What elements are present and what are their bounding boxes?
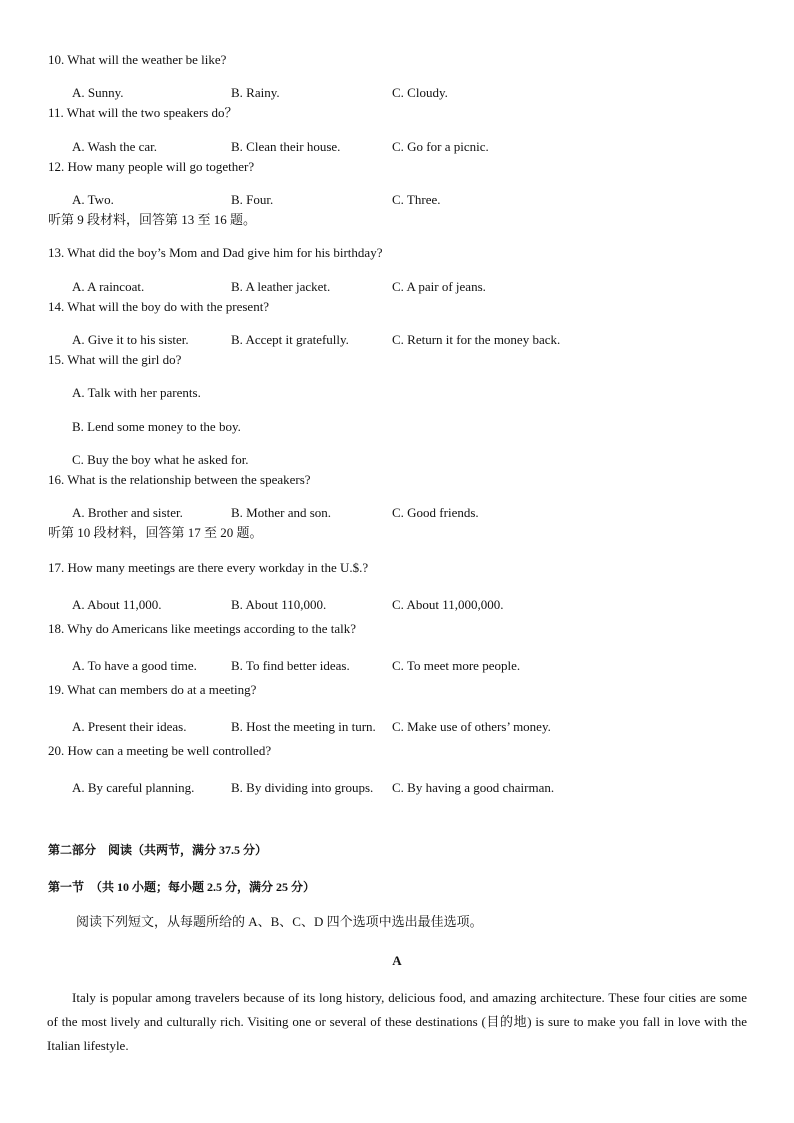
q12-option-c: C. Three. [392,192,441,207]
q19-option-b: B. Host the meeting in turn. [231,719,376,734]
q18-stem: 18. Why do Americans like meetings according to the talk? [48,621,357,636]
q16-stem: 16. What is the relationship between the speakers? [48,472,311,487]
q10-stem: 10. What will the weather be like? [48,52,227,67]
q14-option-a: A. Give it to his sister. [72,332,189,347]
q15-option-b: B. Lend some money to the boy. [72,419,241,434]
q12-stem: 12. How many people will go together? [48,159,255,174]
q15-option-c: C. Buy the boy what he asked for. [72,452,249,467]
q13-option-b: B. A leather jacket. [231,279,331,294]
q11-option-c: C. Go for a picnic. [392,139,489,154]
q10-option-a: A. Sunny. [72,85,124,100]
q20-option-a: A. By careful planning. [72,780,195,795]
q18-option-c: C. To meet more people. [392,658,521,673]
q17-stem: 17. How many meetings are there every workday in the U.$.? [48,560,369,575]
q18-option-b: B. To find better ideas. [231,658,350,673]
q10-option-c: C. Cloudy. [392,85,448,100]
part2-heading: 第二部分 阅读（共两节，满分 37.5 分） [48,843,268,857]
q20-option-c: C. By having a good chairman. [392,780,555,795]
q19-option-a: A. Present their ideas. [72,719,187,734]
q19-option-c: C. Make use of others’ money. [392,719,551,734]
instruction-passage-9: 听第 9 段材料，回答第 13 至 16 题。 [48,212,257,227]
q19-stem: 19. What can members do at a meeting? [48,682,257,697]
q16-option-b: B. Mother and son. [231,505,332,520]
q17-option-a: A. About 11,000. [72,597,162,612]
passage-label: A [392,953,402,968]
section1-heading: 第一节 （共 10 小题；每小题 2.5 分，满分 25 分） [48,880,316,894]
passage-paragraph: Italy is popular among travelers because of its long history, delicious food, and amazing architecture. These four cities are some of the most lively and culturally rich. Visiting one or several of these destinations (目的地) is sure to make you fall in love with the Italian lifestyle. [47,990,747,1053]
q16-option-a: A. Brother and sister. [72,505,183,520]
q18-option-a: A. To have a good time. [72,658,197,673]
reading-instruction: 阅读下列短文，从每题所给的 A、B、C、D 四个选项中选出最佳选项。 [76,914,483,929]
instruction-passage-10: 听第 10 段材料，回答第 17 至 20 题。 [48,525,263,540]
q15-option-a: A. Talk with her parents. [72,385,201,400]
q10-option-b: B. Rainy. [231,85,280,100]
q14-stem: 14. What will the boy do with the present? [48,299,270,314]
q20-option-b: B. By dividing into groups. [231,780,374,795]
q14-option-b: B. Accept it gratefully. [231,332,349,347]
q13-option-a: A. A raincoat. [72,279,145,294]
q11-stem: 11. What will the two speakers do？ [48,105,238,120]
q16-option-c: C. Good friends. [392,505,479,520]
q13-option-c: C. A pair of jeans. [392,279,486,294]
q13-stem: 13. What did the boy’s Mom and Dad give him for his birthday? [48,245,383,260]
q20-stem: 20. How can a meeting be well controlled? [48,743,272,758]
q15-stem: 15. What will the girl do? [48,352,182,367]
q12-option-b: B. Four. [231,192,274,207]
q17-option-c: C. About 11,000,000. [392,597,504,612]
q11-option-b: B. Clean their house. [231,139,341,154]
q14-option-c: C. Return it for the money back. [392,332,561,347]
q17-option-b: B. About 110,000. [231,597,327,612]
q11-option-a: A. Wash the car. [72,139,157,154]
q12-option-a: A. Two. [72,192,114,207]
